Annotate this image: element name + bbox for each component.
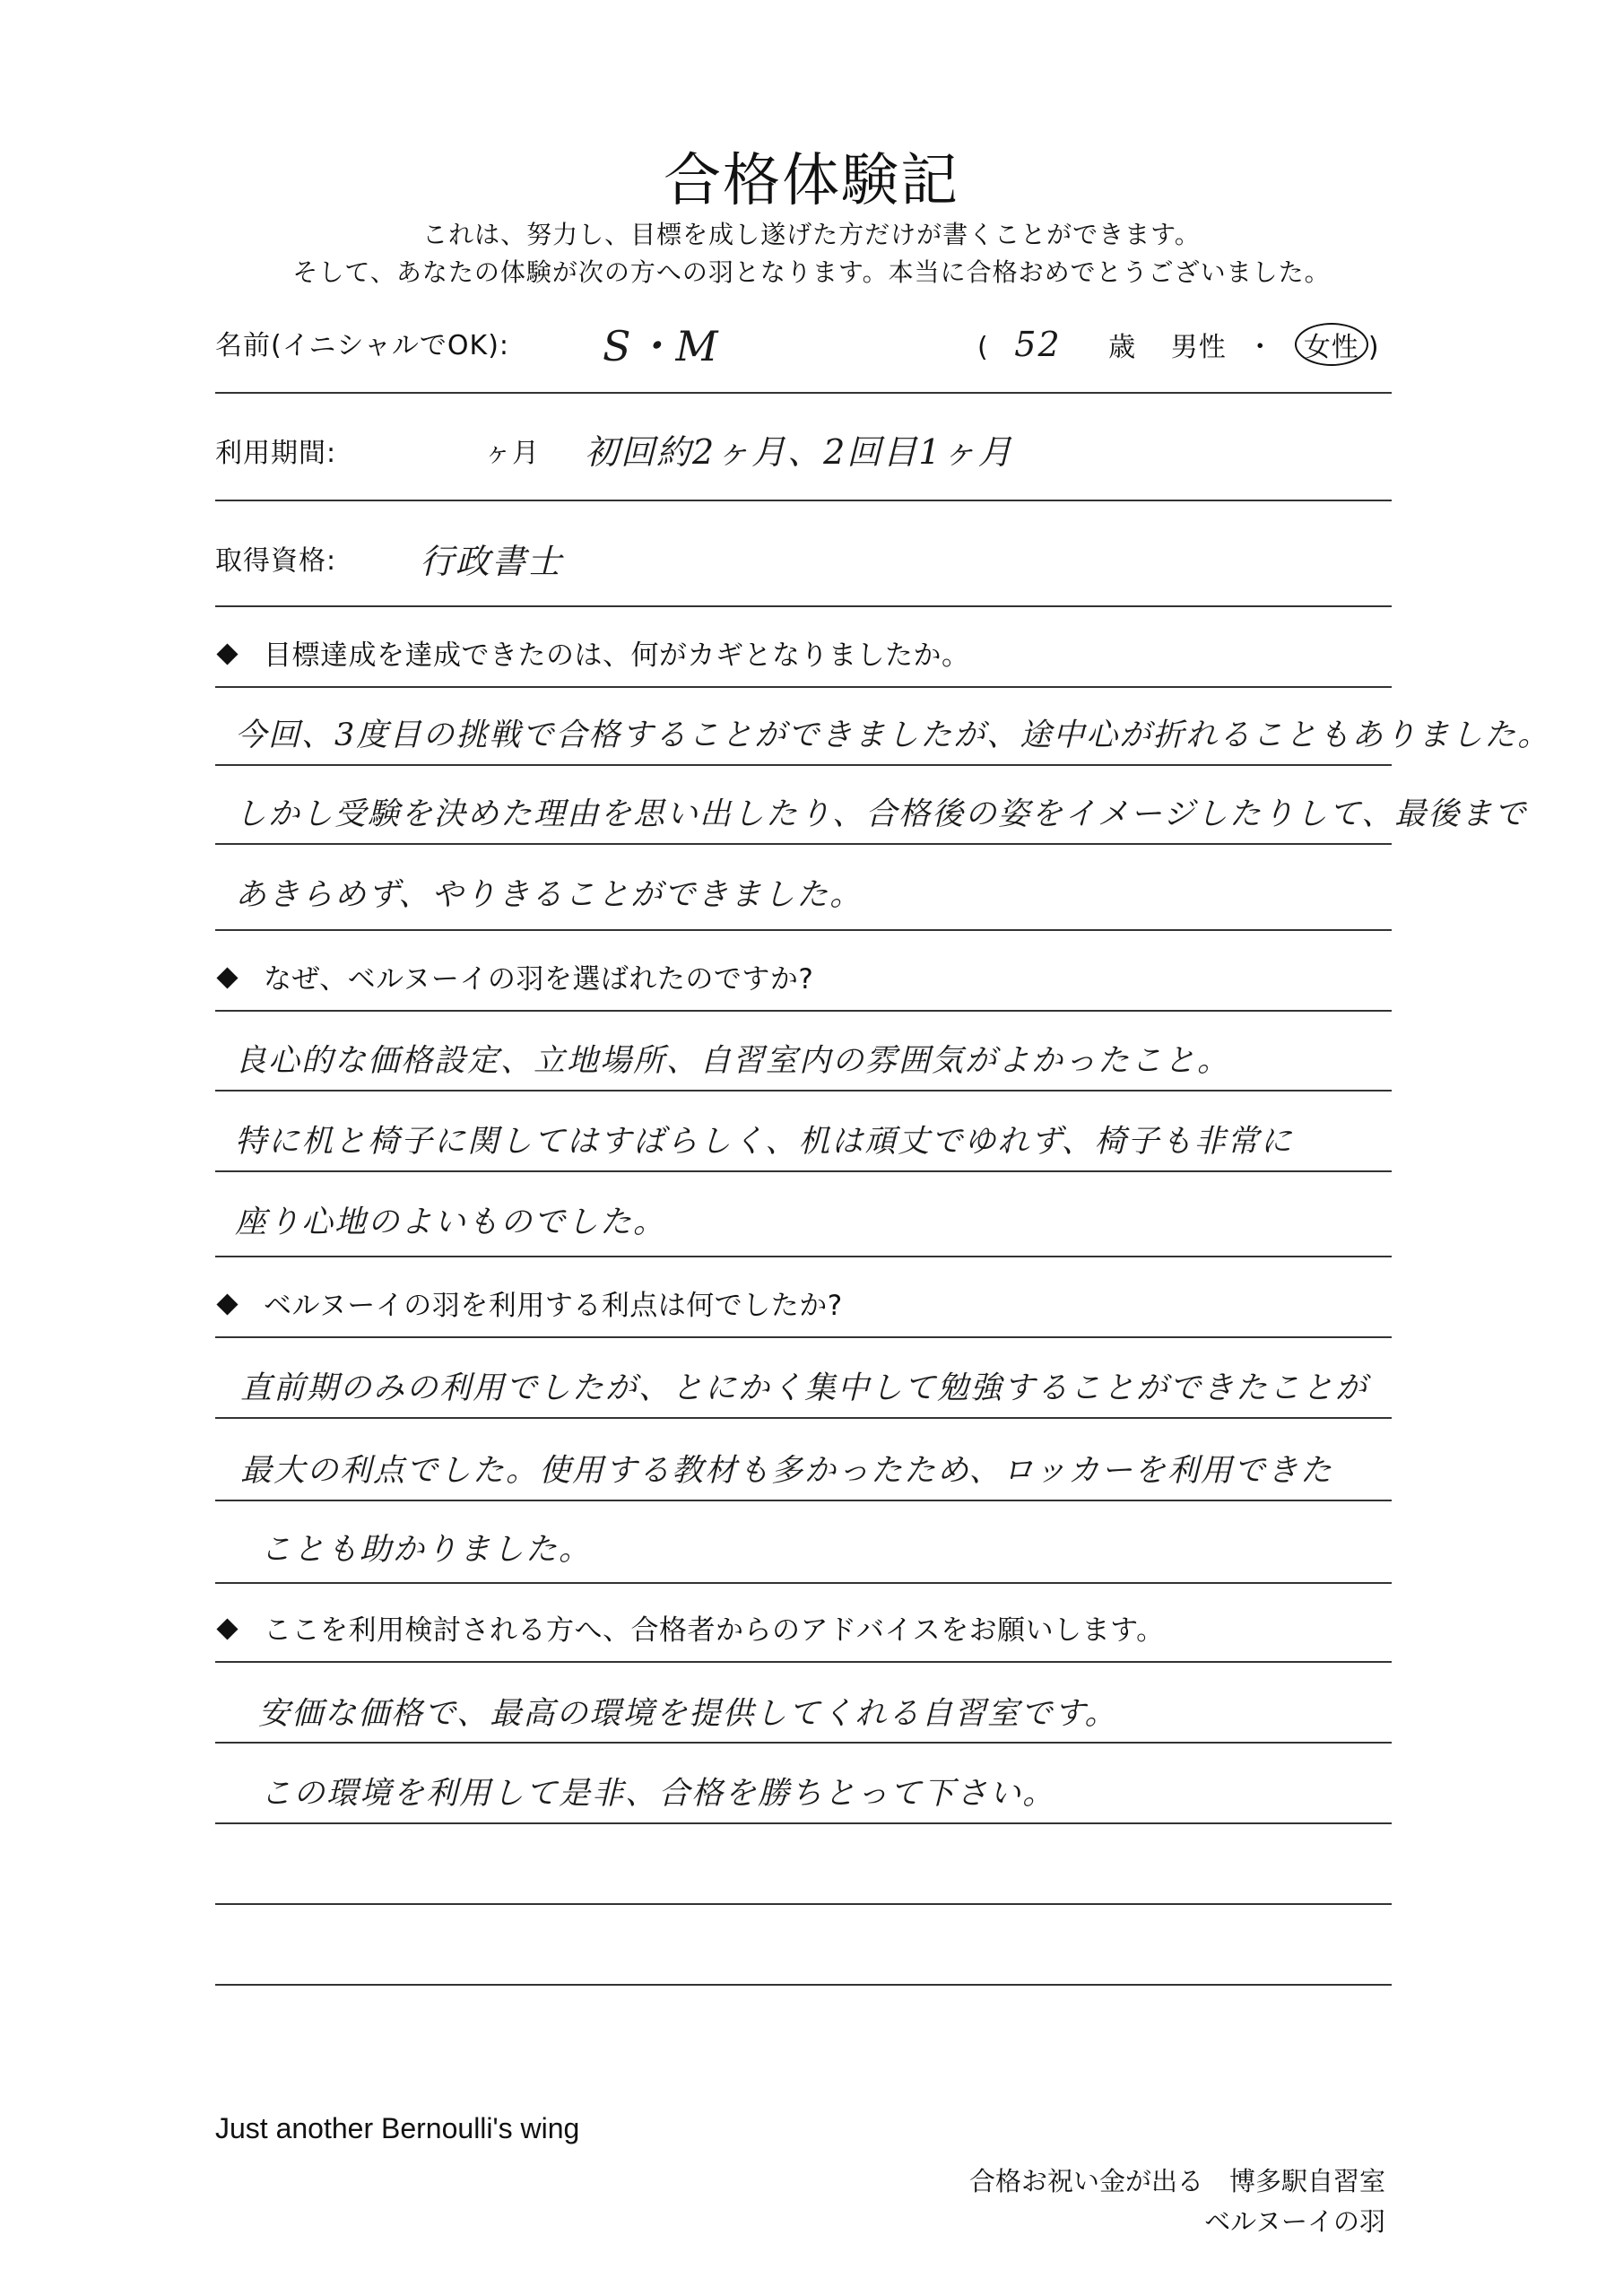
period-value: 初回約2ヶ月、2回目1ヶ月 xyxy=(585,432,1014,472)
qualification-value: 行政書士 xyxy=(420,542,564,581)
answer-line: 直前期のみの利用でしたが、とにかく集中して勉強することができたことが xyxy=(240,1370,1369,1406)
divider xyxy=(215,686,1392,688)
divider xyxy=(215,1500,1392,1501)
footer-tagline: Just another Bernoulli's wing xyxy=(215,2112,580,2144)
footer-shop-line-1: 合格お祝い金が出る 博多駅自習室 xyxy=(968,2166,1385,2196)
period-unit: ヶ月 xyxy=(484,438,540,469)
answer-line: しかし受験を決めた理由を思い出したり、合格後の姿をイメージしたりして、最後まで xyxy=(235,796,1528,832)
answer-line: この環境を利用して是非、合格を勝ちとって下さい。 xyxy=(260,1776,1056,1812)
diamond-bullet-icon xyxy=(216,1293,238,1315)
question-key-to-success: 目標達成を達成できたのは、何がカギとなりましたか。 xyxy=(220,632,970,673)
qualification-label: 取得資格: xyxy=(215,545,337,577)
age-gender-group xyxy=(977,323,1380,366)
diamond-bullet-icon xyxy=(216,643,238,665)
name-label: 名前(イニシャルでOK): xyxy=(215,330,510,361)
divider xyxy=(215,929,1392,931)
divider xyxy=(215,1984,1392,1986)
question-advice: ここを利用検討される方へ、合格者からのアドバイスをお願いします。 xyxy=(220,1607,1165,1648)
question-benefits: ベルヌーイの羽を利用する利点は何でしたか? xyxy=(220,1283,843,1323)
answer-line: 良心的な価格設定、立地場所、自習室内の雰囲気がよかったこと。 xyxy=(235,1043,1231,1079)
age-open-paren: ( xyxy=(977,332,989,363)
period-label: 利用期間: xyxy=(215,438,337,469)
question-why-chosen: なぜ、ベルヌーイの羽を選ばれたのですか? xyxy=(220,956,813,996)
divider xyxy=(215,1090,1392,1091)
answer-line: あきらめず、やりきることができました。 xyxy=(235,877,864,913)
diamond-bullet-icon xyxy=(216,967,238,988)
divider xyxy=(215,1417,1392,1419)
divider xyxy=(215,1582,1392,1584)
gender-female-option-circled: 女性 xyxy=(1295,323,1368,366)
gender-separator: ・ xyxy=(1246,332,1275,363)
answer-line: 特に机と椅子に関してはすばらしく、机は頑丈でゆれず、椅子も非常に xyxy=(235,1124,1294,1160)
divider xyxy=(215,1822,1392,1824)
footer-shop-line-2: ベルヌーイの羽 xyxy=(1204,2206,1385,2237)
divider xyxy=(215,764,1392,766)
age-unit: 歳 xyxy=(1108,332,1137,363)
age-value: 52 xyxy=(1014,325,1062,364)
divider xyxy=(215,1336,1392,1338)
page-title: 合格体験記 xyxy=(664,148,959,214)
divider xyxy=(215,1170,1392,1172)
divider xyxy=(215,843,1392,845)
divider xyxy=(215,605,1392,607)
divider xyxy=(215,500,1392,501)
age-close-paren: ) xyxy=(1367,332,1380,363)
gender-male-option: 男性 xyxy=(1170,332,1227,363)
divider xyxy=(215,1661,1392,1663)
answer-line: 安価な価格で、最高の環境を提供してくれる自習室です。 xyxy=(258,1696,1118,1732)
answer-line: 座り心地のよいものでした。 xyxy=(235,1205,667,1240)
intro-line-2: そして、あなたの体験が次の方への羽となります。本当に合格おめでとうございました。 xyxy=(292,257,1331,287)
intro-line-1: これは、努力し、目標を成し遂げた方だけが書くことができます。 xyxy=(422,220,1201,249)
divider xyxy=(215,1010,1392,1012)
divider xyxy=(215,1903,1392,1905)
answer-line: 最大の利点でした。使用する教材も多かったため、ロッカーを利用できた xyxy=(240,1453,1333,1489)
divider xyxy=(215,392,1392,394)
name-value: S・M xyxy=(603,322,720,370)
divider xyxy=(215,1256,1392,1257)
divider xyxy=(215,1742,1392,1744)
diamond-bullet-icon xyxy=(216,1618,238,1639)
answer-line: ことも助かりました。 xyxy=(260,1532,593,1568)
answer-line: 今回、3度目の挑戦で合格することができましたが、途中心が折れることもありました。 xyxy=(235,718,1551,753)
